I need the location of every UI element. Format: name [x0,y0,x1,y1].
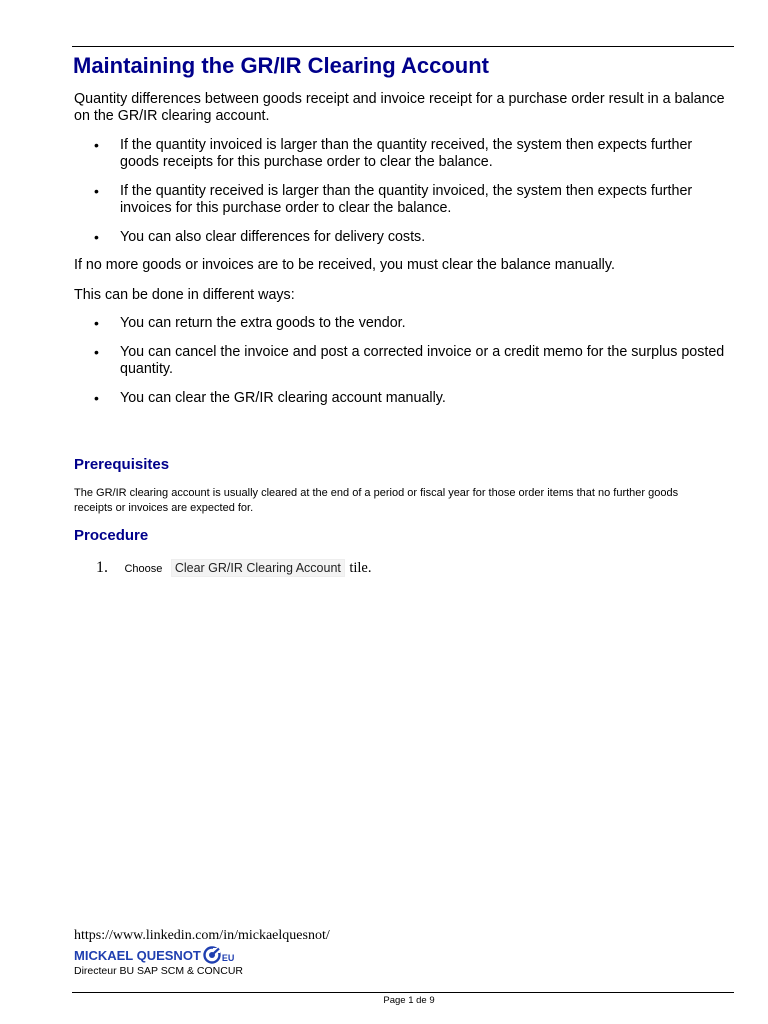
list-item [74,229,734,246]
prerequisites-text: The GR/IR clearing account is usually cleared at the end of a period or fiscal year for those order items that no further goods receipts or invoices are expected for. [74,487,679,514]
list-item-text: You can cancel the invoice and post a corrected invoice or a credit memo for the surplus posted quantity. [120,344,725,377]
page-number: Page 1 de 9 [383,995,435,1006]
prerequisites-heading: Prerequisites [74,456,170,473]
list-item [74,137,734,171]
linkedin-link[interactable]: https://www.linkedin.com/in/mickaelquesnot/ [74,928,330,943]
intro-paragraph: Quantity differences between goods receipt and invoice receipt for a purchase order result in a balance on the GR/IR clearing account. [74,91,725,124]
bullet-icon: • [94,229,99,245]
list-item-text: You can clear the GR/IR clearing account manually. [120,390,446,406]
list-item [74,344,734,378]
bullet-icon: • [94,344,99,360]
step-number: 1. [96,559,108,576]
clear-grir-tile-link[interactable]: Clear GR/IR Clearing Account [171,559,345,577]
author-name: MICKAEL QUESNOT [74,947,201,963]
list-item [74,315,734,332]
bullet-icon: • [94,315,99,331]
manual-clearing-paragraph: If no more goods or invoices are to be received, you must clear the balance manually. [74,257,615,273]
list-item-text: If the quantity received is larger than the quantity invoiced, the system then expects further invoices for this purchase order to clear the balance. [120,183,693,216]
author-logo-icon [203,946,221,964]
list-item-text: You can return the extra goods to the vendor. [120,315,406,331]
list-item [74,390,734,407]
header-rule [72,46,734,47]
footer-rule [72,992,734,993]
list-item-text: If the quantity invoiced is larger than the quantity received, the system then expects further goods receipts for this purchase order to clear the balance. [120,137,693,170]
list-item-text: You can also clear differences for delivery costs. [120,229,426,245]
bullet-icon: • [94,390,99,406]
author-suffix: EU [221,952,235,963]
step-tile-word: tile. [349,560,372,576]
ways-paragraph: This can be done in different ways: [74,287,295,303]
procedure-step-1 [96,559,371,577]
procedure-heading: Procedure [74,527,149,544]
ways-list [74,315,734,407]
page-title: Maintaining the GR/IR Clearing Account [73,53,489,78]
step-choose-label: Choose [124,563,163,575]
bullet-icon: • [94,183,99,199]
author-signature [74,946,234,964]
conditions-list [74,137,734,246]
author-role: Directeur BU SAP SCM & CONCUR [74,965,244,977]
list-item [74,183,734,217]
bullet-icon: • [94,137,99,153]
